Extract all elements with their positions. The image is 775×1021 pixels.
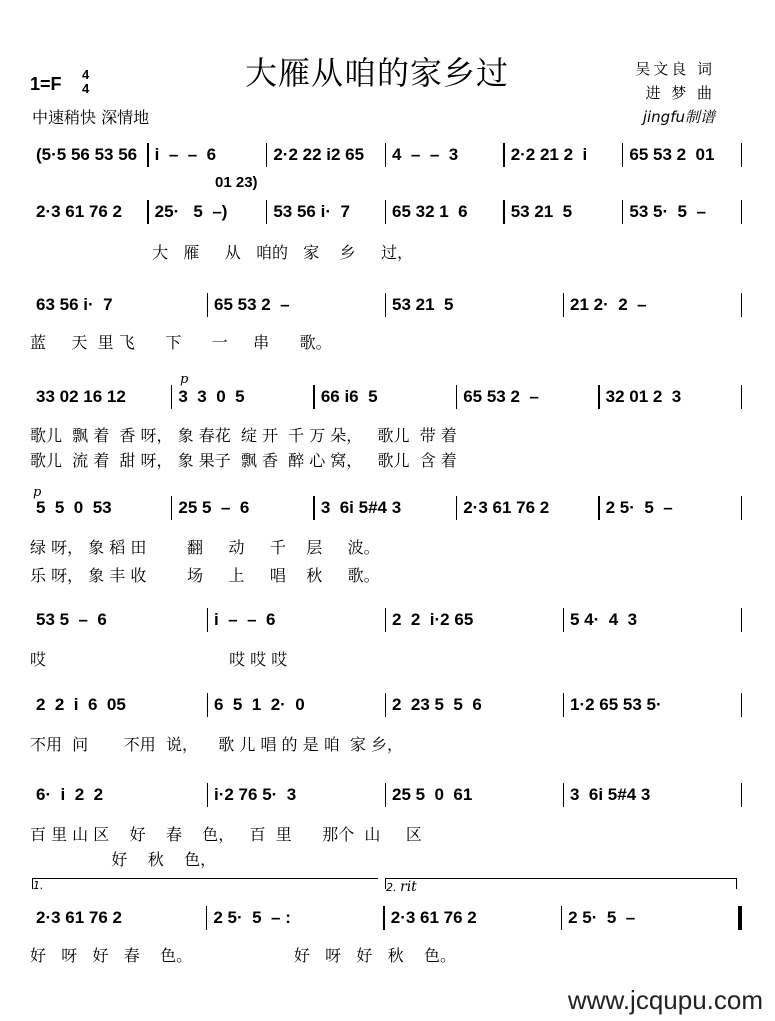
measure: 5 5 0 53 [36,498,112,517]
tempo-marking: 中速稍快 深情地 [32,108,150,127]
notation-row [30,293,742,317]
measure: 25 5 – 6 [178,498,250,517]
measure: 2·3 61 76 2 [36,908,123,927]
bar-line [738,906,742,930]
time-signature: 4 4 [82,67,90,96]
composer-credit: 进 梦 曲 [645,84,715,102]
measure: 2 2 i 6 05 [36,695,126,714]
notation-row [30,693,742,717]
measure: 53 56 i· 7 [273,202,350,221]
volta-second: 2. rit [385,878,737,889]
pickup-notes: 01 23) [215,174,258,191]
song-title: 大雁从咱的家乡过 [245,54,510,92]
lyric-line: 绿 呀， 象 稻 田 翻 动 千 层 波。 [30,538,380,557]
measure: 65 32 1 6 [392,202,468,221]
measure: 6· i 2 2 [36,785,104,804]
lyric-line: 好 呀 好 春 色。 好 呀 好 秋 色。 [30,946,456,965]
notation-row [30,496,742,520]
measure: 25· 5 –) [154,202,228,221]
bar-line [741,783,743,807]
bar-line [741,693,743,717]
measure: 53 21 5 [510,202,573,221]
measure: 2 5· 5 – [568,908,636,927]
notation-row [30,608,742,632]
bar-line [741,608,743,632]
bar-line [741,143,743,167]
measure: 5 4· 4 3 [570,610,638,629]
measure: 65 53 2 – [463,387,539,406]
measure: 2 5· 5 – : [213,908,291,927]
measure: 2·3 61 76 2 [390,908,477,927]
lyric-line: 不用 问 不用 说， 歌 儿 唱 的 是 咱 家 乡， [30,735,403,754]
measure: 65 53 2 – [214,295,290,314]
measure: 2·3 61 76 2 [36,202,123,221]
measure: 3 6i 5#4 3 [320,498,402,517]
engraver-credit: jingfu制谱 [642,108,715,126]
measure: 66 i6 5 [320,387,378,406]
notation-row [30,385,742,409]
measure: 2 2 i·2 65 [392,610,474,629]
measure: 65 53 2 01 [629,145,715,164]
measure: 53 21 5 [392,295,454,314]
lyric-line: 百 里 山 区 好 春 色， 百 里 那个 山 区 [30,825,422,844]
notation-row [30,783,742,807]
notation-row [30,906,742,930]
measure: 53 5· 5 – [629,202,706,221]
measure: 3 3 0 5 [178,387,245,406]
volta-first: 1. [32,878,378,889]
dynamic-mark: p [180,372,189,387]
measure: i – – 6 [154,145,217,164]
lyric-line: 歌儿 流 着 甜 呀， 象 果子 飘 香 醉 心 窝， 歌儿 含 着 [30,451,457,470]
notation-row [30,143,742,167]
measure: 2·2 21 2 i [510,145,588,164]
bar-line [741,496,743,520]
measure: i – – 6 [214,610,276,629]
measure: 63 56 i· 7 [36,295,113,314]
measure: 1·2 65 53 5· [570,695,662,714]
measure: 21 2· 2 – [570,295,647,314]
measure: 4 – – 3 [392,145,459,164]
lyric-line: 哎 哎 哎 哎 [30,650,288,669]
lyric-line: 大 雁 从 咱的 家 乡 过， [30,243,414,262]
measure: 53 5 – 6 [36,610,107,629]
measure: 2 23 5 5 6 [392,695,482,714]
measure: i·2 76 5· 3 [214,785,297,804]
measure: 2 5· 5 – [605,498,673,517]
measure: 2·2 22 i2 65 [273,145,365,164]
measure: 33 02 16 12 [36,387,126,406]
measure: 25 5 0 61 [392,785,473,804]
measure: 2·3 61 76 2 [463,498,550,517]
key-signature: 1=F [30,74,62,94]
bar-line [741,293,743,317]
measure: 32 01 2 3 [605,387,682,406]
bar-line [741,385,743,409]
lyricist-credit: 吴文良 词 [635,60,715,78]
bar-line [741,200,743,224]
measure: 6 5 1 2· 0 [214,695,305,714]
lyric-line: 乐 呀， 象 丰 收 场 上 唱 秋 歌。 [30,566,380,585]
measure: 3 6i 5#4 3 [570,785,651,804]
lyric-line: 歌儿 飘 着 香 呀， 象 春花 绽 开 千 万 朵， 歌儿 带 着 [30,426,457,445]
notation-row [30,200,742,224]
lyric-line: 蓝 天 里 飞 下 一 串 歌。 [30,333,332,352]
dynamic-mark: p [33,485,42,500]
lyric-line: 好 秋 色， [30,850,217,869]
watermark: www.jcqupu.com [567,985,763,1015]
measure: (5·5 56 53 56 [36,145,138,164]
